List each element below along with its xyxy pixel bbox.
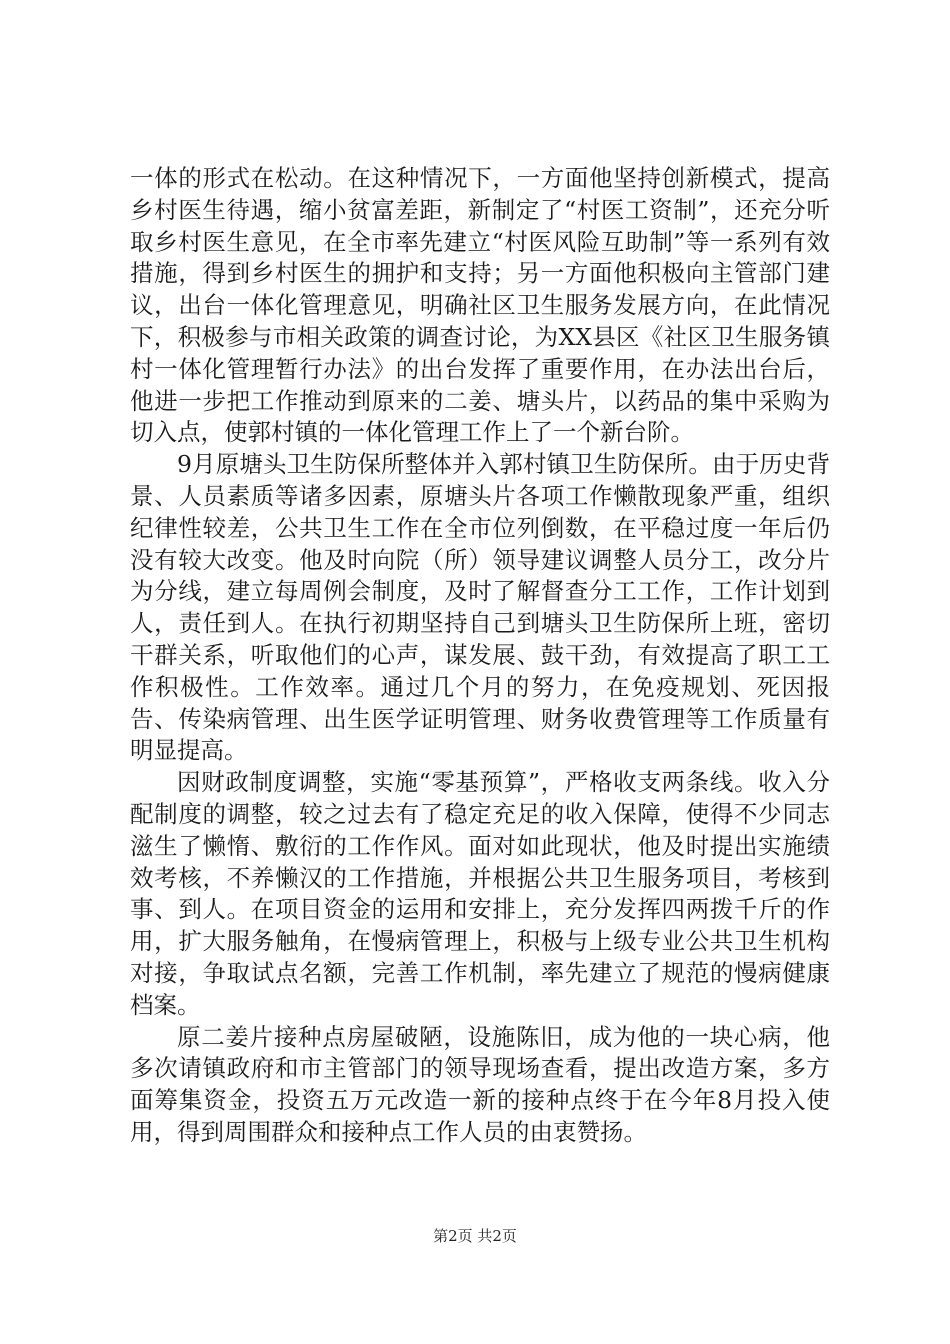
- paragraph-3: 因财政制度调整，实施“零基预算”，严格收支两条线。收入分配制度的调整，较之过去有了稳定充足的收入保障，使得不少同志滋生了懒惰、敷衍的工作作风。面对如此现状，他及时提出实施绩效考核，不养懒汉的工作措施，并根据公共卫生服务项目，考核到事、到人。在项目资金的运用和安排上，充分发挥四两拨千斤的作用，扩大服务触角，在慢病管理上，积极与上级专业公共卫生机构对接，争取试点名额，完善工作机制，率先建立了规范的慢病健康档案。: [130, 768, 830, 1019]
- paragraph-4: 原二姜片接种点房屋破陋，设施陈旧，成为他的一块心病，他多次请镇政府和市主管部门的领导现场查看，提出改造方案，多方面筹集资金，投资五万元改造一新的接种点终于在今年8月投入使用，得到周围群众和接种点工作人员的由衷赞扬。: [130, 1022, 830, 1146]
- paragraph-1: 一体的形式在松动。在这种情况下，一方面他坚持创新模式，提高乡村医生待遇，缩小贫富差距，新制定了“村医工资制”，还充分听取乡村医生意见，在全市率先建立“村医风险互助制”等一系列有效措施，得到乡村医生的拥护和支持；另一方面他积极向主管部门建议，出台一体化管理意见，明确社区卫生服务发展方向，在此情况下，积极参与市相关政策的调查讨论，为XX县区《社区卫生服务镇村一体化管理暂行办法》的出台发挥了重要作用，在办法出台后，他进一步把工作推动到原来的二姜、塘头片，以药品的集中采购为切入点，使郭村镇的一体化管理工作上了一个新台阶。: [130, 164, 830, 447]
- paragraph-2: 9月原塘头卫生防保所整体并入郭村镇卫生防保所。由于历史背景、人员素质等诸多因素，原塘头片各项工作懒散现象严重，组织纪律性较差，公共卫生工作在全市位列倒数，在平稳过度一年后仍没有较大改变。他及时向院（所）领导建议调整人员分工，改分片为分线，建立每周例会制度，及时了解督查分工工作，工作计划到人，责任到人。在执行初期坚持自己到塘头卫生防保所上班，密切干群关系，听取他们的心声，谋发展、鼓干劲，有效提高了职工工作积极性。工作效率。通过几个月的努力，在免疫规划、死因报告、传染病管理、出生医学证明管理、财务收费管理等工作质量有明显提高。: [130, 450, 830, 765]
- document-body: [130, 163, 830, 1149]
- page-footer: 第2页 共2页: [433, 1227, 517, 1245]
